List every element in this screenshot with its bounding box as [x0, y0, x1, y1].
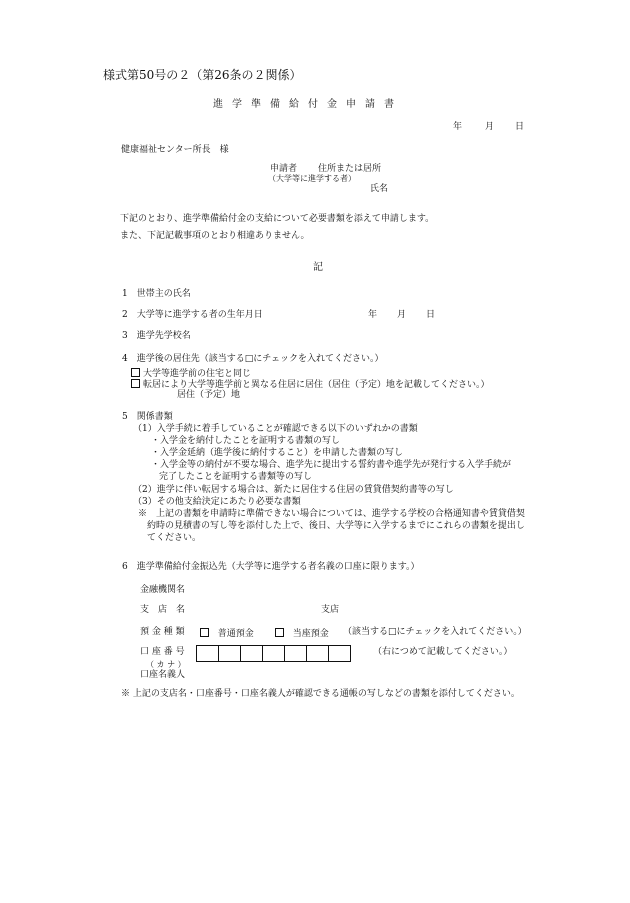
account-number-note: （右につめて記載してください。） — [373, 647, 513, 657]
item-2: 2 大学等に進学する者の生年月日 — [122, 310, 263, 320]
item-2-year: 年 — [368, 310, 378, 320]
checkbox-icon[interactable] — [200, 628, 209, 637]
account-digit-cell[interactable] — [328, 645, 351, 662]
date-day-label: 日 — [515, 122, 525, 132]
account-digit-cell[interactable] — [262, 645, 285, 662]
form-id: 様式第50号の２（第26条の２関係） — [103, 68, 302, 82]
item-4-residence-label: 居住（予定）地 — [177, 390, 241, 400]
deposit-ordinary-label: 普通預金 — [217, 629, 254, 639]
item-5-1c-line-2: 完了したことを証明する書類等の写し — [159, 472, 313, 482]
item-4: 4 進学後の居住先（該当する□にチェックを入れてください。） — [122, 354, 384, 364]
item-5-note-line-1: ※ 上記の書類を申請時に準備できない場合については、進学する学校の合格通知書や賃貸借契 — [138, 509, 525, 519]
applicant-address-label: 住所または居所 — [318, 164, 382, 174]
ki-heading: 記 — [313, 262, 323, 273]
applicant-note: （大学等に進学する者） — [268, 174, 356, 183]
account-holder-label: 口座名義人 — [140, 670, 186, 680]
applicant-label: 申請者 — [270, 164, 298, 174]
intro-line-2: また、下記記載事項のとおり相違ありません。 — [120, 231, 310, 241]
checkbox-icon[interactable] — [131, 379, 140, 388]
item-1: 1 世帯主の氏名 — [122, 289, 191, 299]
item-5-1c-line-1: ・入学金等の納付が不要な場合、進学先に提出する誓約書や進学先が発行する入学手続が — [151, 460, 512, 470]
item-4-option-1[interactable] — [131, 368, 251, 379]
account-digit-cell[interactable] — [196, 645, 219, 662]
deposit-ordinary-option[interactable] — [200, 628, 254, 639]
item-4-option-1-label: 大学等進学前の住宅と同じ — [143, 369, 252, 379]
deposit-current-option[interactable] — [275, 628, 329, 639]
bank-branch-label: 支 店 名 — [140, 605, 186, 615]
page-title: 進学準備給付金申請書 — [213, 99, 403, 110]
date-year-label: 年 — [453, 122, 463, 132]
item-4-option-2[interactable] — [131, 379, 490, 390]
kana-label: （ カ ナ ） — [146, 660, 186, 669]
footer-note: ※ 上記の支店名・口座番号・口座名義人が確認できる通帳の写しなどの書類を添付してください。 — [121, 689, 520, 699]
item-5-note-line-2: 約時の見積書の写し等を添付した上で、後日、大学等に入学するまでにこれらの書類を提出し — [147, 521, 525, 531]
bank-branch-suffix: 支店 — [321, 605, 340, 615]
account-digit-cell[interactable] — [306, 645, 329, 662]
deposit-current-label: 当座預金 — [292, 629, 329, 639]
bank-institution-label: 金融機関名 — [140, 585, 186, 595]
item-2-day: 日 — [426, 310, 436, 320]
checkbox-icon[interactable] — [131, 368, 140, 377]
item-6: 6 進学準備給付金振込先（大学等に進学する者名義の口座に限ります。） — [122, 562, 420, 572]
applicant-name-label: 氏名 — [370, 184, 389, 194]
item-2-month: 月 — [397, 310, 407, 320]
item-5-1a: ・入学金を納付したことを証明する書類の写し — [151, 436, 341, 446]
date-month-label: 月 — [485, 122, 495, 132]
item-5-3: （3）その他支給決定にあたり必要な書類 — [133, 497, 301, 507]
checkbox-icon[interactable] — [275, 628, 284, 637]
account-digit-cell[interactable] — [284, 645, 307, 662]
account-digit-cell[interactable] — [218, 645, 241, 662]
item-3: 3 進学先学校名 — [122, 331, 191, 341]
intro-line-1: 下記のとおり、進学準備給付金の支給について必要書類を添えて申請します。 — [120, 214, 435, 224]
item-5: 5 関係書類 — [122, 412, 173, 422]
account-number-label: 口 座 番 号 — [140, 647, 185, 657]
deposit-type-label: 預 金 種 類 — [140, 627, 185, 637]
item-5-1: （1）入学手続に着手していることが確認できる以下のいずれかの書類 — [133, 424, 418, 434]
item-5-note-line-3: てください。 — [147, 533, 202, 543]
addressee: 健康福祉センター所長 様 — [121, 145, 229, 155]
item-4-option-2-label: 転居により大学等進学前と異なる住居に居住（居住（予定）地を記載してください。） — [143, 380, 490, 390]
account-digit-cell[interactable] — [240, 645, 263, 662]
item-5-1b: ・入学金延納（進学後に納付すること）を申請した書類の写し — [151, 448, 404, 458]
item-5-2: （2）進学に伴い転居する場合は、新たに居住する住居の賃貸借契約書等の写し — [133, 485, 454, 495]
account-number-grid[interactable] — [197, 645, 351, 662]
deposit-note: （該当する□にチェックを入れてください。） — [343, 627, 527, 637]
